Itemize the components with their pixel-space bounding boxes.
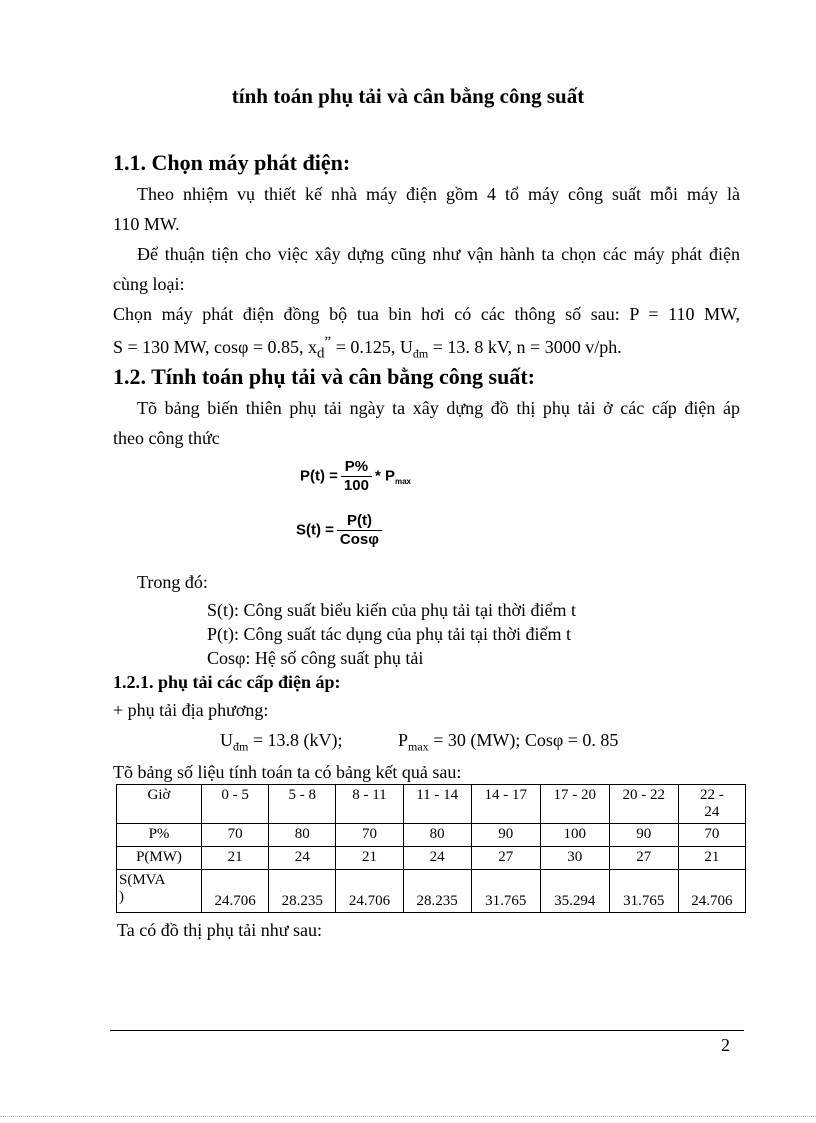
table-cell: 20 - 22 — [609, 785, 678, 824]
section-1-2-1-heading: 1.2.1. phụ tải các cấp điện áp: — [113, 672, 341, 692]
table-cell: 31.765 — [609, 870, 678, 913]
chart-intro: Ta có đồ thị phụ tải như sau: — [117, 920, 322, 940]
table-cell: 17 - 20 — [540, 785, 609, 824]
definition-s-t: S(t): Công suất biểu kiến của phụ tải tại thời điểm t — [207, 600, 576, 620]
s11-para3-line1: Chọn máy phát điện đồng bộ tua bin hơi có các thông số sau: P = 110 MW, — [113, 304, 740, 324]
table-cell: 24.706 — [678, 870, 745, 913]
s11-para1-line1: Theo nhiệm vụ thiết kế nhà máy điện gồm 4 tổ máy công suất mỗi máy là — [137, 184, 740, 204]
table-cell: 14 - 17 — [471, 785, 540, 824]
table-cell: 24.706 — [336, 870, 403, 913]
table-intro: Tõ bảng số liệu tính toán ta có bảng kết quả sau: — [113, 762, 462, 782]
s11-para2-line2: cùng loại: — [113, 274, 185, 294]
table-cell: 30 — [540, 847, 609, 870]
local-load-params-pmax: $P_{max} = 30$ (MW); Cosφ = 0. 85 — [398, 730, 619, 754]
section-1-2-heading: 1.2. Tính toán phụ tải và cân bằng công suất: — [113, 364, 535, 389]
s12-para1-line2: theo công thức — [113, 428, 220, 448]
table-cell: P(MW) — [117, 847, 202, 870]
table-cell: 31.765 — [471, 870, 540, 913]
definition-p-t: P(t): Công suất tác dụng của phụ tải tại thời điểm t — [207, 624, 571, 644]
page-title: tính toán phụ tải và cân bằng công suất — [231, 84, 585, 108]
formula-p-t: P(t) = $\frac{P\%}{100}$ * $P_{max}$ — [300, 458, 411, 494]
section-1-1-heading: 1.1. Chọn máy phát điện: — [113, 150, 351, 175]
table-cell: 28.235 — [269, 870, 336, 913]
table-cell: Giờ — [117, 785, 202, 824]
table-cell: 70 — [202, 824, 269, 847]
table-cell: 21 — [202, 847, 269, 870]
s11-para2-line1: Để thuận tiện cho việc xây dựng cũng như vận hành ta chọn các máy phát điện — [137, 244, 740, 264]
table-cell: 80 — [403, 824, 471, 847]
table-cell: 35.294 — [540, 870, 609, 913]
table-row-p-percent — [117, 824, 746, 847]
local-load-label: + phụ tải địa phương: — [113, 700, 269, 720]
table-cell: 90 — [609, 824, 678, 847]
s12-para1-line1: Tõ bảng biến thiên phụ tải ngày ta xây dựng đồ thị phụ tải ở các cấp điện áp — [137, 398, 740, 418]
table-cell: 24 — [269, 847, 336, 870]
footer-divider — [110, 1030, 744, 1031]
table-cell: 11 - 14 — [403, 785, 471, 824]
definition-cosphi: Cosφ: Hệ số công suất phụ tải — [207, 648, 424, 668]
s11-para1-line2: 110 MW. — [113, 214, 180, 234]
s11-para3-line2: S = 130 MW, cosφ = 0.85, $x_d^” = 0.125$, $U_{đm} = 13$. 8 kV, n = 3000 v/ph. — [113, 334, 622, 362]
table-cell: 70 — [678, 824, 745, 847]
table-cell: 21 — [678, 847, 745, 870]
table-row-p-mw — [117, 847, 746, 870]
page-bottom-edge — [0, 1116, 816, 1117]
table-cell: S(MVA ) — [117, 870, 202, 913]
table-cell: 0 - 5 — [202, 785, 269, 824]
formula-s-t: S(t) = $\frac{P(t)}{\text{Cosφ}}$ — [296, 512, 385, 548]
table-row-hours — [117, 785, 746, 824]
table-cell: 5 - 8 — [269, 785, 336, 824]
table-cell: 24 — [403, 847, 471, 870]
local-load-params: $U_{đm} = 13.8$ (kV); — [220, 730, 343, 754]
table-cell: P% — [117, 824, 202, 847]
table-cell: 27 — [609, 847, 678, 870]
table-cell: 90 — [471, 824, 540, 847]
table-row-s-mva — [117, 870, 746, 913]
table-cell: 21 — [336, 847, 403, 870]
page-number: 2 — [721, 1035, 730, 1055]
table-cell: 80 — [269, 824, 336, 847]
table-cell: 28.235 — [403, 870, 471, 913]
table-cell: 70 — [336, 824, 403, 847]
table-cell: 24.706 — [202, 870, 269, 913]
table-cell: 22 - 24 — [678, 785, 745, 824]
load-table — [116, 784, 746, 913]
where-label: Trong đó: — [137, 572, 208, 592]
table-cell: 100 — [540, 824, 609, 847]
table-cell: 8 - 11 — [336, 785, 403, 824]
table-cell: 27 — [471, 847, 540, 870]
